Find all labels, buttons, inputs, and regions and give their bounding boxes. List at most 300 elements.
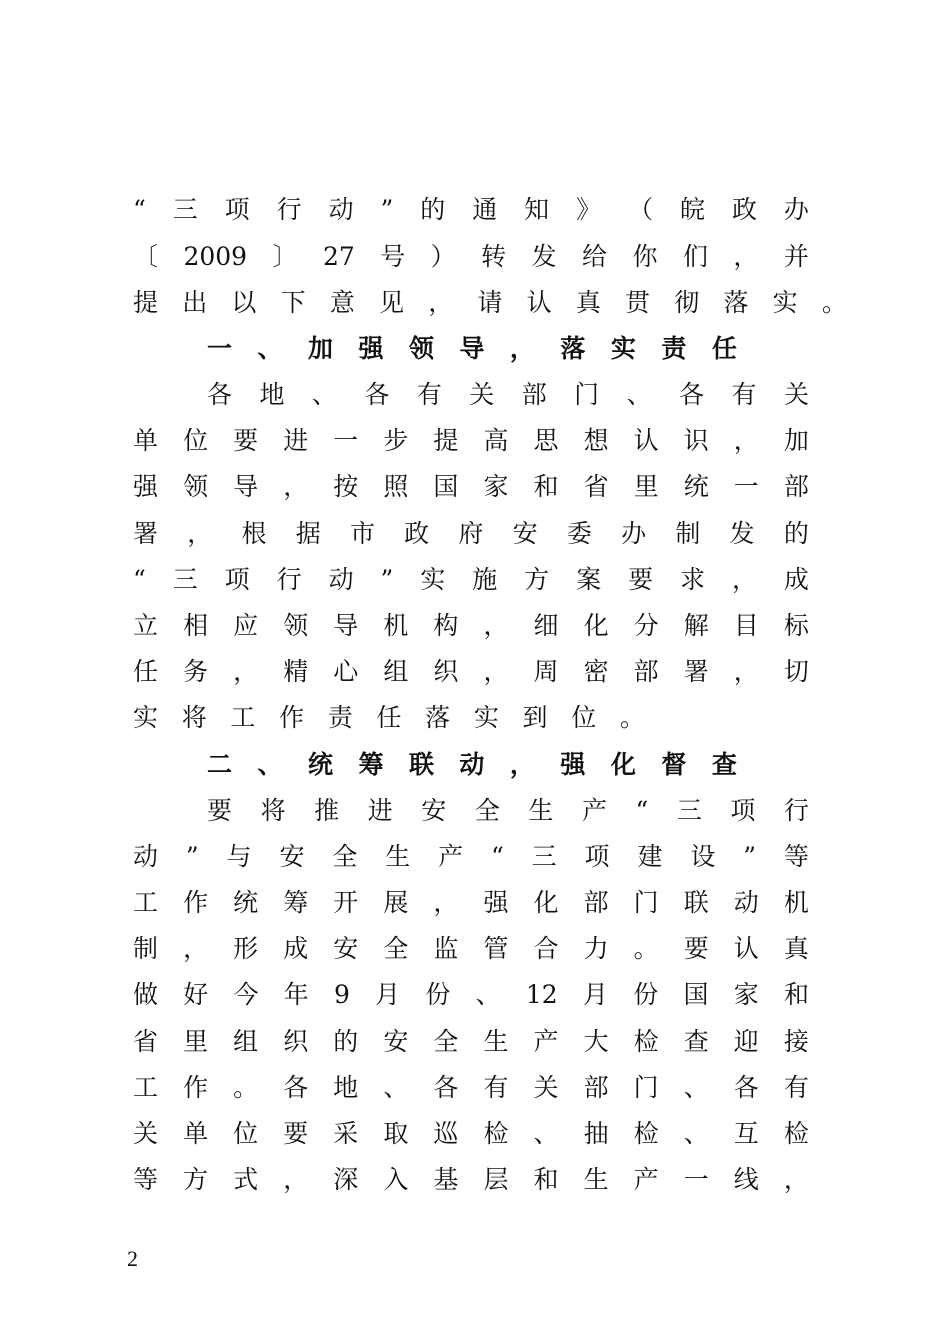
text-char: ） — [430, 242, 456, 271]
text-char: 今 — [233, 980, 259, 1009]
text-char: 项 — [224, 195, 250, 224]
text-char: 领 — [183, 472, 209, 501]
text-char: 机 — [383, 611, 409, 640]
text-char: 见 — [379, 288, 405, 317]
text-char: 开 — [333, 888, 359, 917]
page-number: 2 — [127, 1246, 138, 1271]
text-char: 、 — [383, 1073, 409, 1102]
text-char: 动 — [133, 842, 159, 871]
text-char: 加 — [307, 334, 333, 363]
text-line — [133, 931, 809, 967]
text-char: 和 — [533, 472, 559, 501]
text-char: 筹 — [283, 888, 309, 917]
text-char: 关 — [133, 1119, 159, 1148]
text-char: 和 — [783, 980, 809, 1009]
text-char: 接 — [783, 1027, 809, 1056]
text-line — [133, 239, 809, 275]
text-char: 、 — [257, 334, 283, 363]
text-char: 密 — [583, 657, 609, 686]
text-char: 真 — [575, 288, 601, 317]
text-char: 好 — [183, 980, 209, 1009]
text-char: 构 — [433, 611, 459, 640]
text-char: “ — [635, 796, 649, 825]
text-char: 。 — [821, 288, 847, 317]
text-char: 产 — [633, 1165, 659, 1194]
text-char: 动 — [328, 195, 354, 224]
text-char: 有 — [416, 380, 442, 409]
text-char: 安 — [512, 519, 538, 548]
text-char: 思 — [533, 426, 559, 455]
text-char: 〔 — [133, 242, 159, 271]
text-char: 展 — [383, 888, 409, 917]
text-char: 9 — [334, 980, 350, 1009]
text-char: 检 — [633, 1119, 659, 1148]
text-char: 统 — [307, 750, 333, 779]
text-char: 组 — [383, 657, 409, 686]
text-char: 制 — [133, 934, 159, 963]
text-char: 方 — [183, 1165, 209, 1194]
text-char: 到 — [522, 703, 548, 732]
text-char: 式 — [233, 1165, 259, 1194]
text-char: 产 — [438, 842, 464, 871]
text-char: 安 — [421, 796, 447, 825]
text-char: 迎 — [733, 1027, 759, 1056]
text-char: 。 — [619, 703, 645, 732]
text-char: 国 — [683, 980, 709, 1009]
text-char: 各 — [733, 1073, 759, 1102]
text-char: ” — [743, 842, 756, 871]
text-line — [133, 1070, 809, 1106]
text-char: 。 — [633, 934, 659, 963]
text-char: 要 — [283, 1119, 309, 1148]
text-char: 设 — [690, 842, 716, 871]
text-char: 提 — [133, 288, 159, 317]
text-char: ， — [183, 934, 209, 963]
text-char: ， — [783, 1165, 809, 1194]
text-char: 根 — [241, 519, 267, 548]
text-char: 立 — [133, 611, 159, 640]
text-line — [133, 285, 847, 321]
text-char: 联 — [683, 888, 709, 917]
text-char: 、 — [311, 380, 337, 409]
text-char: 责 — [661, 334, 687, 363]
text-char: 2009 — [183, 242, 248, 271]
text-char: 有 — [483, 1073, 509, 1102]
text-char: 一 — [683, 1165, 709, 1194]
text-char: 筹 — [358, 750, 384, 779]
text-char: 份 — [633, 980, 659, 1009]
text-char: 要 — [207, 796, 233, 825]
text-char: 据 — [295, 519, 321, 548]
text-char: ， — [733, 657, 759, 686]
text-char: 监 — [433, 934, 459, 963]
text-char: 通 — [472, 195, 498, 224]
text-char: ， — [433, 888, 459, 917]
text-line — [133, 562, 809, 598]
text-char: 等 — [783, 842, 809, 871]
text-char: 位 — [571, 703, 597, 732]
text-char: ， — [283, 1165, 309, 1194]
text-char: 认 — [733, 934, 759, 963]
text-line — [133, 839, 809, 875]
section-heading — [207, 331, 737, 367]
text-line — [133, 516, 809, 552]
text-char: 三 — [531, 842, 557, 871]
text-char: 、 — [533, 1119, 559, 1148]
text-char: 市 — [349, 519, 375, 548]
text-char: “ — [491, 842, 504, 871]
text-char: ， — [733, 426, 759, 455]
text-char: 深 — [333, 1165, 359, 1194]
text-char: ， — [483, 657, 509, 686]
text-char: 工 — [133, 1073, 159, 1102]
text-char: 意 — [329, 288, 355, 317]
text-char: 你 — [632, 242, 658, 271]
text-line — [133, 700, 645, 736]
text-char: 形 — [233, 934, 259, 963]
text-char: 发 — [531, 242, 557, 271]
text-char: 标 — [783, 611, 809, 640]
text-char: 全 — [474, 796, 500, 825]
text-char: 应 — [233, 611, 259, 640]
text-char: ， — [283, 472, 309, 501]
text-char: 督 — [661, 750, 687, 779]
text-char: 位 — [183, 426, 209, 455]
text-char: 层 — [483, 1165, 509, 1194]
text-char: 行 — [276, 565, 302, 594]
text-char: 要 — [683, 934, 709, 963]
text-char: 、 — [626, 380, 652, 409]
text-char: ， — [233, 657, 259, 686]
text-char: 部 — [633, 657, 659, 686]
text-line — [133, 423, 809, 459]
text-line — [133, 1162, 809, 1198]
text-char: 成 — [283, 934, 309, 963]
text-char: 各 — [283, 1073, 309, 1102]
text-char: ， — [733, 242, 759, 271]
text-char: 家 — [733, 980, 759, 1009]
text-char: 署 — [133, 519, 159, 548]
text-line — [207, 793, 809, 829]
text-char: 给 — [582, 242, 608, 271]
text-char: 部 — [783, 472, 809, 501]
text-char: 与 — [226, 842, 252, 871]
text-char: 工 — [133, 888, 159, 917]
text-char: 想 — [583, 426, 609, 455]
text-line — [133, 469, 809, 505]
text-char: 号 — [380, 242, 406, 271]
text-char: 年 — [283, 980, 309, 1009]
text-char: 力 — [583, 934, 609, 963]
text-char: 生 — [528, 796, 554, 825]
text-char: 、 — [257, 750, 283, 779]
text-char: 行 — [783, 796, 809, 825]
text-char: “ — [133, 195, 146, 224]
text-char: 务 — [183, 657, 209, 686]
text-char: ， — [483, 611, 509, 640]
text-char: 落 — [723, 288, 749, 317]
text-char: 采 — [333, 1119, 359, 1148]
text-char: 关 — [469, 380, 495, 409]
text-char: 作 — [183, 888, 209, 917]
text-char: 方 — [524, 565, 550, 594]
text-char: 照 — [383, 472, 409, 501]
text-char: 精 — [283, 657, 309, 686]
text-char: 实 — [610, 334, 636, 363]
text-char: 认 — [526, 288, 552, 317]
text-char: 检 — [483, 1119, 509, 1148]
text-char: 求 — [680, 565, 706, 594]
text-char: 解 — [683, 611, 709, 640]
text-char: 织 — [433, 657, 459, 686]
text-char: 检 — [783, 1119, 809, 1148]
text-char: 》 — [576, 195, 602, 224]
text-char: 省 — [133, 1027, 159, 1056]
text-char: 里 — [183, 1027, 209, 1056]
text-char: 加 — [783, 426, 809, 455]
text-char: 关 — [783, 380, 809, 409]
text-char: 的 — [420, 195, 446, 224]
text-char: 以 — [231, 288, 257, 317]
text-char: （ — [628, 195, 654, 224]
text-char: 落 — [425, 703, 451, 732]
text-char: 领 — [408, 334, 434, 363]
text-char: 组 — [233, 1027, 259, 1056]
text-char: “ — [133, 565, 146, 594]
text-char: 份 — [425, 980, 451, 1009]
text-char: 入 — [383, 1165, 409, 1194]
text-char: 各 — [207, 380, 233, 409]
text-char: 互 — [733, 1119, 759, 1148]
text-char: 皖 — [680, 195, 706, 224]
text-char: 进 — [283, 426, 309, 455]
text-char: 进 — [367, 796, 393, 825]
text-char: 生 — [483, 1027, 509, 1056]
text-char: 步 — [383, 426, 409, 455]
text-char: 安 — [279, 842, 305, 871]
text-char: 作 — [183, 1073, 209, 1102]
text-char: ， — [187, 519, 213, 548]
text-char: 提 — [433, 426, 459, 455]
text-char: 动 — [328, 565, 354, 594]
text-char: 强 — [483, 888, 509, 917]
text-char: 、 — [683, 1119, 709, 1148]
text-char: 出 — [182, 288, 208, 317]
text-char: 各 — [433, 1073, 459, 1102]
text-char: 机 — [783, 888, 809, 917]
text-char: 。 — [233, 1073, 259, 1102]
text-char: 取 — [383, 1119, 409, 1148]
text-char: 办 — [621, 519, 647, 548]
text-char: 并 — [783, 242, 809, 271]
text-char: 项 — [584, 842, 610, 871]
text-char: 将 — [260, 796, 286, 825]
text-char: 强 — [133, 472, 159, 501]
text-char: ， — [428, 288, 454, 317]
text-char: 建 — [637, 842, 663, 871]
text-char: 三 — [172, 195, 198, 224]
text-char: 们 — [682, 242, 708, 271]
text-char: 动 — [733, 888, 759, 917]
text-char: 化 — [533, 888, 559, 917]
text-char: 单 — [133, 426, 159, 455]
text-char: 贯 — [625, 288, 651, 317]
text-char: 的 — [783, 519, 809, 548]
text-line — [133, 1024, 809, 1060]
text-line — [207, 377, 809, 413]
text-char: 月 — [375, 980, 401, 1009]
text-char: 领 — [283, 611, 309, 640]
text-char: 要 — [233, 426, 259, 455]
text-char: 相 — [183, 611, 209, 640]
text-char: 周 — [533, 657, 559, 686]
text-char: 生 — [385, 842, 411, 871]
text-char: 里 — [633, 472, 659, 501]
text-char: 认 — [633, 426, 659, 455]
text-char: 一 — [333, 426, 359, 455]
text-char: 要 — [628, 565, 654, 594]
section-heading — [207, 747, 737, 783]
text-char: 任 — [133, 657, 159, 686]
text-char: 强 — [358, 334, 384, 363]
text-char: 案 — [576, 565, 602, 594]
text-char: 有 — [731, 380, 757, 409]
text-char: ” — [380, 565, 394, 594]
text-char: 统 — [683, 472, 709, 501]
text-char: 12 — [525, 980, 558, 1009]
text-char: 织 — [283, 1027, 309, 1056]
text-char: 导 — [459, 334, 485, 363]
text-line — [133, 654, 809, 690]
text-char: 真 — [783, 934, 809, 963]
text-line — [133, 885, 809, 921]
text-char: 省 — [583, 472, 609, 501]
text-char: 检 — [633, 1027, 659, 1056]
text-char: 行 — [276, 195, 302, 224]
text-char: 实 — [133, 703, 159, 732]
text-char: 基 — [433, 1165, 459, 1194]
text-char: 署 — [683, 657, 709, 686]
text-char: 家 — [483, 472, 509, 501]
text-char: 查 — [711, 750, 737, 779]
text-char: 化 — [610, 750, 636, 779]
text-char: 做 — [133, 980, 159, 1009]
text-char: 一 — [207, 334, 233, 363]
text-char: 责 — [327, 703, 353, 732]
text-char: 彻 — [674, 288, 700, 317]
text-char: 高 — [483, 426, 509, 455]
text-char: 部 — [583, 888, 609, 917]
text-char: ， — [509, 750, 535, 779]
text-char: 门 — [633, 1073, 659, 1102]
text-char: 全 — [383, 934, 409, 963]
text-char: 巡 — [433, 1119, 459, 1148]
text-char: 实 — [420, 565, 446, 594]
text-char: 实 — [772, 288, 798, 317]
text-char: 产 — [581, 796, 607, 825]
text-char: 关 — [533, 1073, 559, 1102]
text-char: 二 — [207, 750, 233, 779]
text-char: 发 — [729, 519, 755, 548]
text-char: 27 — [322, 242, 355, 271]
text-char: 落 — [560, 334, 586, 363]
text-char: 统 — [233, 888, 259, 917]
text-char: 位 — [233, 1119, 259, 1148]
text-char: 全 — [332, 842, 358, 871]
text-char: 三 — [172, 565, 198, 594]
text-char: 国 — [433, 472, 459, 501]
text-char: 查 — [683, 1027, 709, 1056]
text-char: 各 — [364, 380, 390, 409]
text-char: 工 — [230, 703, 256, 732]
text-char: 单 — [183, 1119, 209, 1148]
text-char: 政 — [731, 195, 757, 224]
text-char: 有 — [783, 1073, 809, 1102]
text-char: 门 — [574, 380, 600, 409]
text-char: 作 — [279, 703, 305, 732]
text-char: 推 — [314, 796, 340, 825]
text-char: 施 — [472, 565, 498, 594]
text-char: 门 — [633, 888, 659, 917]
text-line — [133, 977, 809, 1013]
text-char: 项 — [730, 796, 756, 825]
text-char: 导 — [333, 611, 359, 640]
text-char: 细 — [533, 611, 559, 640]
text-char: 安 — [383, 1027, 409, 1056]
text-char: 线 — [733, 1165, 759, 1194]
text-char: 地 — [333, 1073, 359, 1102]
text-char: 部 — [521, 380, 547, 409]
text-char: 月 — [582, 980, 608, 1009]
text-char: 成 — [783, 565, 809, 594]
text-char: 下 — [280, 288, 306, 317]
text-char: 产 — [533, 1027, 559, 1056]
text-char: 分 — [633, 611, 659, 640]
text-char: 任 — [376, 703, 402, 732]
text-char: 知 — [524, 195, 550, 224]
text-char: 部 — [583, 1073, 609, 1102]
text-char: 大 — [583, 1027, 609, 1056]
text-char: 转 — [481, 242, 507, 271]
text-char: 管 — [483, 934, 509, 963]
text-char: 将 — [181, 703, 207, 732]
text-char: ， — [509, 334, 535, 363]
text-char: 政 — [404, 519, 430, 548]
text-char: 心 — [333, 657, 359, 686]
text-char: 办 — [783, 195, 809, 224]
text-char: 合 — [533, 934, 559, 963]
text-char: 等 — [133, 1165, 159, 1194]
text-char: 各 — [679, 380, 705, 409]
text-char: 请 — [477, 288, 503, 317]
text-char: 联 — [408, 750, 434, 779]
text-char: 识 — [683, 426, 709, 455]
text-char: 一 — [733, 472, 759, 501]
text-char: 抽 — [583, 1119, 609, 1148]
text-char: 、 — [683, 1073, 709, 1102]
text-char: 〕 — [272, 242, 298, 271]
text-char: 府 — [458, 519, 484, 548]
text-char: ” — [185, 842, 199, 871]
text-char: 生 — [583, 1165, 609, 1194]
text-char: 切 — [783, 657, 809, 686]
text-char: 和 — [533, 1165, 559, 1194]
text-line — [133, 1116, 809, 1152]
text-char: 强 — [560, 750, 586, 779]
text-char: 的 — [333, 1027, 359, 1056]
text-char: 动 — [459, 750, 485, 779]
text-char: 三 — [676, 796, 702, 825]
